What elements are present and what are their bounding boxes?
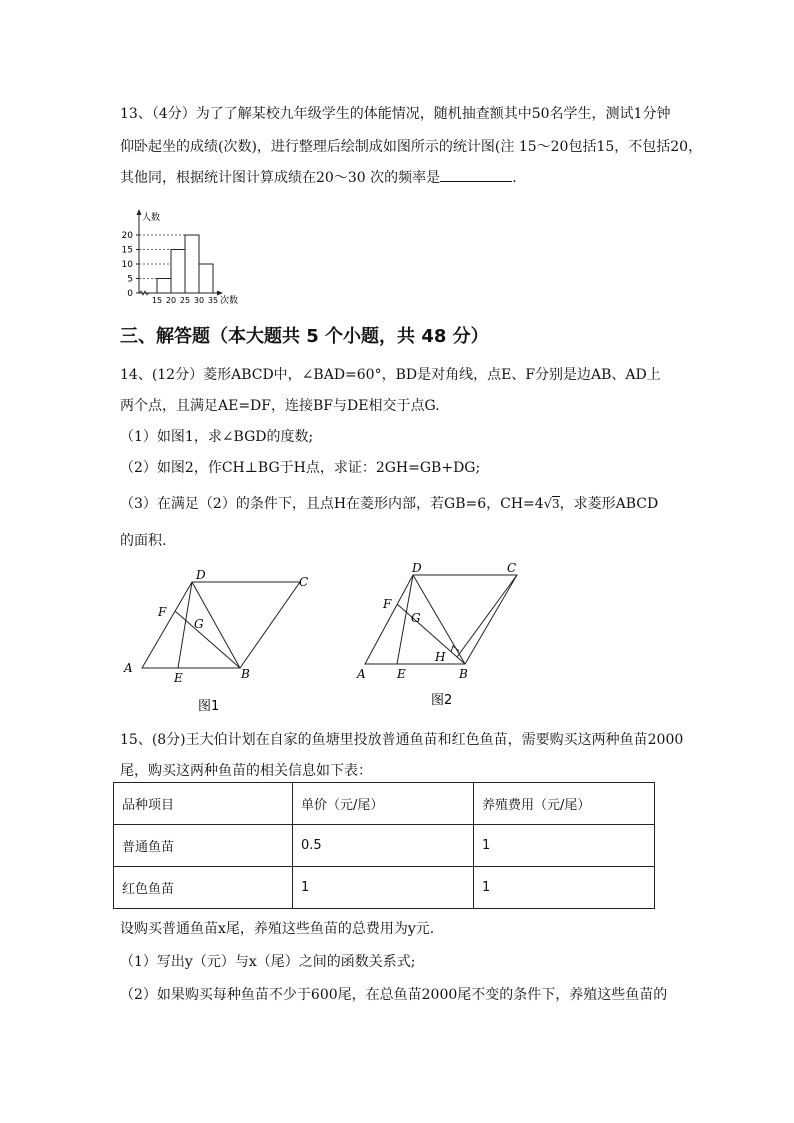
- x-axis-label: 次数: [220, 296, 239, 306]
- figure-2: [355, 560, 535, 710]
- table-cell: 1: [474, 867, 655, 909]
- label-h: H: [435, 650, 446, 664]
- x-tick-label: 20: [165, 296, 177, 305]
- table-header-row: [114, 783, 655, 825]
- sqrt-radicand: 3: [552, 497, 560, 511]
- answer-blank: [440, 167, 512, 182]
- y-tick-label: 15: [121, 245, 133, 256]
- q13-line-1: 13、（4分）为了了解某校九年级学生的体能情况，随机抽查额其中50名学生，测试1分钟: [120, 106, 671, 122]
- q14-part-3-text: （3）在满足（2）的条件下，且点H在菱形内部，若GB=6，CH=4: [120, 496, 544, 512]
- q15-part-2: （2）如果购买每种鱼苗不少于600尾，在总鱼苗2000尾不变的条件下，养殖这些鱼苗的: [120, 987, 668, 1003]
- segment-bf: [175, 611, 240, 668]
- q13-line-3: [120, 167, 517, 187]
- label-d: D: [196, 568, 206, 582]
- label-d: D: [412, 561, 422, 575]
- figure-2-caption: 图2: [431, 693, 453, 708]
- y-axis-label: 人数: [142, 213, 161, 223]
- table-cell: 0.5: [293, 825, 474, 867]
- q14-line-2: 两个点，且满足AE=DF，连接BF与DE相交于点G.: [120, 398, 440, 414]
- table-header-cell: 养殖费用（元/尾）: [474, 783, 655, 825]
- label-a: A: [357, 667, 366, 681]
- label-b: B: [241, 667, 250, 681]
- label-f: F: [158, 605, 167, 619]
- histogram-bar: [157, 279, 171, 294]
- figure-1-caption: 图1: [198, 699, 220, 714]
- table-cell: 普通鱼苗: [114, 825, 293, 867]
- table-cell: 红色鱼苗: [114, 867, 293, 909]
- fish-price-table: [113, 782, 655, 909]
- q15-line-2: 尾，购买这两种鱼苗的相关信息如下表：: [120, 763, 372, 779]
- label-e: E: [397, 667, 406, 681]
- x-axis-arrow-icon: [217, 291, 223, 296]
- table-cell: 1: [293, 867, 474, 909]
- q14-part-3-end: ，求菱形ABCD: [559, 496, 659, 512]
- figure-1: [118, 566, 318, 716]
- q14-part-1: （1）如图1，求∠BGD的度数;: [120, 429, 314, 445]
- rhombus-abcd: [142, 582, 300, 668]
- label-a: A: [124, 661, 133, 675]
- label-b: B: [459, 667, 468, 681]
- q13-line-3-end: .: [512, 170, 517, 186]
- histogram-bar: [185, 235, 199, 293]
- label-e: E: [174, 671, 183, 685]
- y-tick-label: 20: [121, 231, 133, 241]
- table-row: [114, 825, 655, 867]
- sqrt-symbol: √: [543, 497, 552, 512]
- table-header-cell: 品种项目: [114, 783, 293, 825]
- table-header-cell: 单价（元/尾）: [293, 783, 474, 825]
- q14-part-3-line-2: 的面积.: [120, 533, 167, 549]
- label-g: G: [194, 617, 204, 631]
- label-f: F: [383, 597, 392, 611]
- x-tick-label: 25: [179, 296, 191, 305]
- y-axis-arrow-icon: [137, 209, 142, 215]
- histogram-chart: [112, 206, 252, 306]
- y-tick-label: 0: [127, 289, 133, 299]
- x-tick-label: 30: [193, 296, 205, 305]
- segment-bf: [397, 604, 465, 664]
- label-g: G: [411, 611, 421, 625]
- q13-line-3-text: 其他同，根据统计图计算成绩在20～30 次的频率是: [120, 170, 441, 186]
- segment-ch: [457, 575, 517, 657]
- section-heading: 三、解答题（本大题共 5 个小题，共 48 分）: [120, 326, 489, 347]
- table-row: [114, 867, 655, 909]
- table-cell: 1: [474, 825, 655, 867]
- x-tick-label: 15: [151, 296, 163, 305]
- q15-setup: 设购买普通鱼苗x尾，养殖这些鱼苗的总费用为y元.: [120, 921, 435, 937]
- label-c: C: [507, 561, 517, 575]
- label-c: C: [299, 575, 309, 589]
- y-tick-label: 10: [121, 260, 133, 270]
- q15-line-1: 15、(8分)王大伯计划在自家的鱼塘里投放普通鱼苗和红色鱼苗，需要购买这两种鱼苗2000: [120, 732, 684, 748]
- q14-line-1: 14、(12分）菱形ABCD中，∠BAD=60°，BD是对角线，点E、F分别是边AB、AD上: [120, 367, 661, 383]
- q14-part-3: [120, 493, 658, 513]
- q13-line-2: 仰卧起坐的成绩(次数)，进行整理后绘制成如图所示的统计图(注 15～20包括15，不包括20，: [120, 139, 703, 155]
- y-tick-label: 5: [127, 274, 133, 285]
- q14-part-2: （2）如图2，作CH⊥BG于H点，求证：2GH=GB+DG;: [120, 460, 481, 476]
- q15-part-1: （1）写出y（元）与x（尾）之间的函数关系式;: [120, 954, 416, 970]
- histogram-bar: [171, 250, 185, 294]
- x-tick-label: 35: [207, 296, 219, 305]
- histogram-bar: [199, 264, 213, 293]
